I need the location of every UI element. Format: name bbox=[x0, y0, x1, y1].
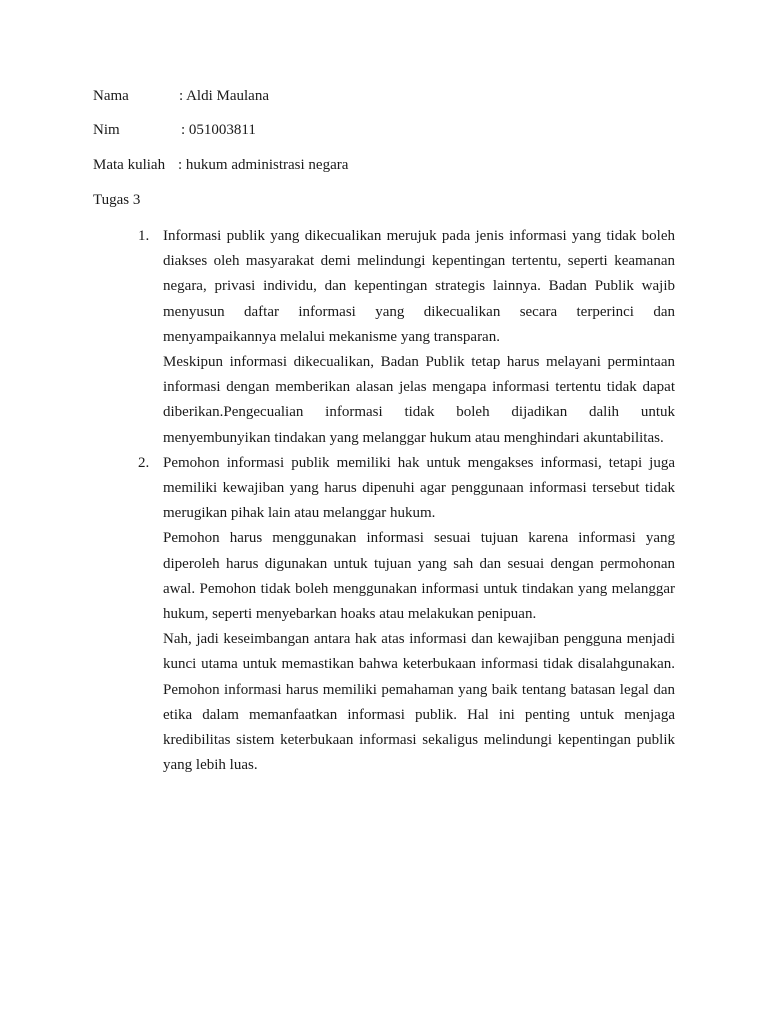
answer-paragraph: Pemohon informasi publik memiliki hak untuk mengakses informasi, tetapi juga memiliki kewajiban yang harus dipenuhi agar penggunaan informasi tersebut tidak merugikan pihak lain atau melanggar hukum. bbox=[163, 454, 675, 522]
answer-paragraph: Informasi publik yang dikecualikan merujuk pada jenis informasi yang tidak boleh diakses oleh masyarakat demi melindungi kepentingan tertentu, seperti keamanan negara, privasi individu, dan kepentingan strategis lainnya. Badan Publik wajib menyusun daftar informasi yang dikecualikan secara terperinci dan menyampaikannya melalui mekanisme yang transparan. bbox=[163, 228, 675, 345]
task-title: Tugas 3 bbox=[93, 192, 141, 208]
meta-value-nama: : Aldi Maulana bbox=[179, 88, 269, 104]
meta-label-nim: Nim bbox=[93, 122, 120, 138]
answer-number: 2. bbox=[138, 454, 150, 471]
answer-paragraph: Nah, jadi keseimbangan antara hak atas informasi dan kewajiban pengguna menjadi kunci utama untuk memastikan bahwa keterbukaan informasi tidak disalahgunakan. Pemohon informasi harus memiliki pemahaman yang baik tentang batasan legal dan etika dalam memanfaatkan informasi publik. Hal ini penting untuk menjaga kredibilitas sistem keterbukaan informasi sekaligus melindungi kepentingan publik yang lebih luas. bbox=[163, 631, 675, 774]
answer-paragraph: Meskipun informasi dikecualikan, Badan Publik tetap harus melayani permintaan informasi dengan memberikan alasan jelas mengapa informasi tertentu tidak dapat diberikan.Pengecualian informasi tidak boleh dijadikan dalih untuk menyembunyikan tindakan yang melanggar hukum atau menghindari akuntabilitas. bbox=[163, 354, 675, 446]
meta-value-mata-kuliah: : hukum administrasi negara bbox=[178, 157, 349, 173]
answer-item bbox=[138, 224, 675, 451]
answer-list bbox=[138, 224, 675, 778]
meta-value-nim: : 051003811 bbox=[181, 122, 256, 138]
meta-label-mata-kuliah: Mata kuliah bbox=[93, 157, 166, 173]
answer-item bbox=[138, 451, 675, 779]
answer-paragraph: Pemohon harus menggunakan informasi sesuai tujuan karena informasi yang diperoleh harus digunakan untuk tujuan yang sah dan sesuai dengan permohonan awal. Pemohon tidak boleh menggunakan informasi untuk tindakan yang melanggar hukum, seperti menyebarkan hoaks atau melakukan penipuan. bbox=[163, 530, 675, 623]
meta-label-nama: Nama bbox=[93, 88, 129, 104]
answer-number: 1. bbox=[138, 228, 150, 244]
